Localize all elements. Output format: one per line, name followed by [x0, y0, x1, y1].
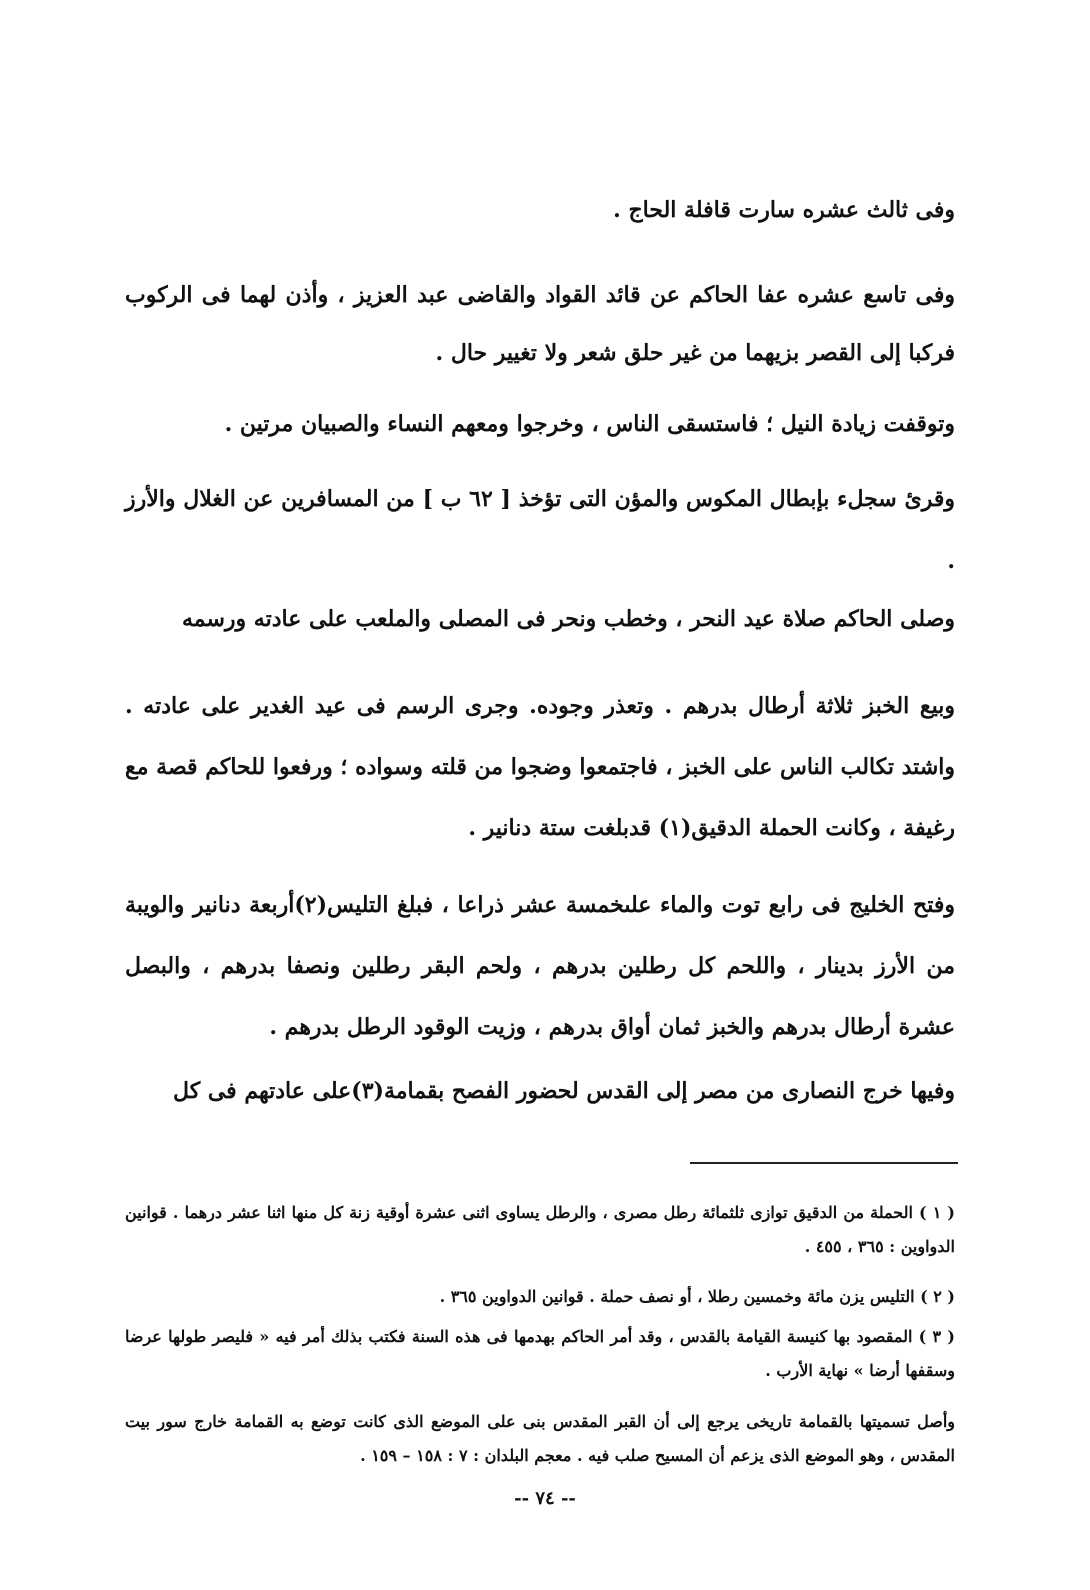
paragraph-3: وتوقفت زيادة النيل ؛ فاستسقى الناس ، وخرجوا ومعهم النساء والصبيان مرتين . [224, 411, 955, 437]
paragraph-7: وفتح الخليج فى رابع توت والماء علىخمسة عشر ذراعا ، فبلغ التليس(٢)أربعة دنانير والويبة من الأرز بدينار ، واللحم كل رطلين بدرهم ، ولحم البقر رطلين ونصفا بدرهم ، والبصل عشرة أرطال بدرهم والخبز ثمان أواق بدرهم ، وزيت الوقود الرطل بدرهم . [125, 892, 955, 1040]
paragraph-6: وبيع الخبز ثلاثة أرطال بدرهم . وتعذر وجوده. وجرى الرسم فى عيد الغدير على عادته . واشتد تكالب الناس على الخبز ، فاجتمعوا وضجوا من قلته وسواده ؛ ورفعوا للحاكم قصة مع رغيفة ، وكانت الحملة الدقيق(١) قدبلغت ستة دنانير . [125, 693, 955, 841]
footnote-3-continuation: وأصل تسميتها بالقمامة تاريخى يرجع إلى أن القبر المقدس بنى على الموضع الذى كانت توضع به القمامة خارج سور بيت المقدس ، وهو الموضع الذى يزعم أن المسيح صلب فيه . معجم البلدان : ٧ : ١٥٨ – ١٥٩ . [125, 1412, 955, 1465]
paragraph-1: وفى ثالث عشره سارت قافلة الحاج . [613, 197, 955, 223]
footnote-1: ( ١ ) الحملة من الدقيق توازى ثلثمائة رطل مصرى ، والرطل يساوى اثنى عشرة أوقية زنة كل منها اثنا عشر درهما . قوانين الدواوين : ٣٦٥ ، ٤٥٥ . [125, 1203, 956, 1256]
footnote-separator [690, 1162, 958, 1164]
paragraph-8: وفيها خرج النصارى من مصر إلى القدس لحضور الفصح بقمامة(٣)على عادتهم فى كل [173, 1078, 955, 1104]
footnote-2: ( ٢ ) التليس يزن مائة وخمسين رطلا ، أو نصف حملة . قوانين الدواوين ٣٦٥ . [439, 1287, 955, 1306]
paragraph-5: وصلى الحاكم صلاة عيد النحر ، وخطب ونحر فى المصلى والملعب على عادته ورسمه [181, 606, 955, 632]
paragraph-2: وفى تاسع عشره عفا الحاكم عن قائد القواد والقاضى عبد العزيز ، وأذن لهما فى الركوب فركبا إلى القصر بزيهما من غير حلق شعر ولا تغيير حال . [125, 282, 955, 366]
footnote-3: ( ٣ ) المقصود بها كنيسة القيامة بالقدس ، وقد أمر الحاكم بهدمها فى هذه السنة فكتب بذلك أمر فيه « فليصر طولها عرضا وسقفها أرضا » نهاية الأرب . [125, 1327, 955, 1380]
page-number: -- ٧٤ -- [514, 1488, 576, 1509]
paragraph-4: وقرئ سجلء بإبطال المكوس والمؤن التى تؤخذ [ ٦٢ ب ] من المسافرين عن الغلال والأرز . [125, 486, 955, 574]
